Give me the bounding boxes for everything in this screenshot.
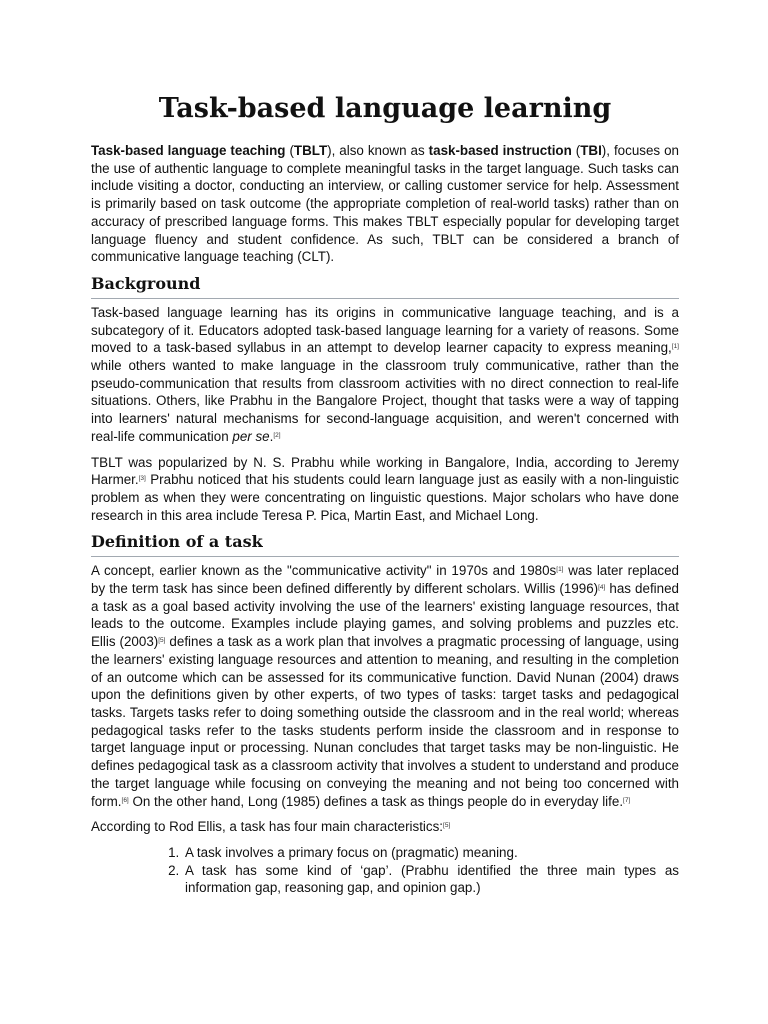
- citation-link[interactable]: [3]: [138, 475, 146, 483]
- citation-link[interactable]: [1]: [671, 343, 679, 351]
- citation-link[interactable]: [7]: [623, 796, 631, 804]
- definition-paragraph-2: According to Rod Ellis, a task has four main characteristics:[5]: [91, 819, 451, 835]
- background-paragraph-2: TBLT was popularized by N. S. Prabhu while working in Bangalore, India, according to Jeremy Harmer.[3] Prabhu noticed that his students could learn language just as easily with a non-linguistic problem as when they were concentrating on linguistic questions. Major scholars who have done research in this area include Teresa P. Pica, Martin East, and Michael Long.: [91, 454, 679, 523]
- article: [91, 78, 679, 897]
- term-tblt-full: Task-based language teaching: [91, 143, 286, 158]
- citation-link[interactable]: [1]: [556, 566, 564, 574]
- citation-link[interactable]: [2]: [273, 431, 281, 439]
- background-paragraph-1: Task-based language learning has its origins in communicative language teaching, and is a subcategory of it. Educators adopted task-based language learning for a variety of reasons. Some moved to a task-based syllabus in an attempt to develop learner capacity to express meaning,[1] while others wanted to make language in the classroom truly communicative, rather than the pseudo-communication that results from classroom activities with no direct connection to real-life situations. Others, like Prabhu in the Bangalore Project, thought that tasks were a way of tapping into learners' natural mechanisms for second-language acquisition, and weren't concerned with real-life communication per se.[2]: [91, 304, 679, 444]
- citation-link[interactable]: [5]: [158, 637, 166, 645]
- list-item: 2. A task has some kind of ‘gap’. (Prabhu identified the three main types as information gap, reasoning gap, and opinion gap.): [183, 862, 679, 897]
- definition-paragraph-1: A concept, earlier known as the "communicative activity" in 1970s and 1980s[1] was later replaced by the term task has since been defined differently by different scholars. Willis (1996)[4] has defined a task as a goal based activity involving the use of the learners' existing language resources, that leads to the outcome. Examples include playing games, and solving problems and puzzles etc. Ellis (2003)[5] defines a task as a work plan that involves a pragmatic processing of language, using the learners' existing language resources and attention to meaning, and resulting in the completion of an outcome which can be assessed for its communicative function. David Nunan (2004) draws upon the definitions given by other experts, of two types of tasks: target tasks and pedagogical tasks. Targets tasks refer to doing something outside the classroom and in the real world; whereas pedagogical tasks refer to the tasks students perform inside the classroom and in response to target language input or processing. Nunan concludes that target tasks may be non-linguistic. He defines pedagogical task as a classroom activity that involves a student to understand and produce the target language while focusing on conveying the meaning and not being too concerned with form.[6] On the other hand, Long (1985) defines a task as things people do in everyday life.[7]: [91, 563, 680, 809]
- characteristics-list: [91, 844, 679, 897]
- section-heading-background: Background: [91, 274, 679, 299]
- term-tbi-full: task-based instruction: [428, 143, 572, 158]
- list-item: 1. A task involves a primary focus on (pragmatic) meaning.: [183, 844, 679, 862]
- section-heading-definition: Definition of a task: [91, 532, 679, 557]
- citation-link[interactable]: [5]: [443, 822, 451, 830]
- page-title: Task-based language learning: [158, 93, 612, 124]
- intro-paragraph: Task-based language teaching (TBLT), also known as task-based instruction (TBI), focuses on the use of authentic language to complete meaningful tasks in the target language. Such tasks can include visiting a doctor, conducting an interview, or calling customer service for help. Assessment is primarily based on task outcome (the appropriate completion of real-world tasks) rather than on accuracy of prescribed language forms. This makes TBLT especially popular for developing target language fluency and student confidence. As such, TBLT can be considered a branch of communicative language teaching (CLT).: [91, 143, 679, 265]
- citation-link[interactable]: [4]: [598, 584, 606, 592]
- term-tblt: TBLT: [293, 143, 328, 158]
- citation-link[interactable]: [6]: [121, 796, 129, 804]
- term-tbi: TBI: [580, 143, 602, 158]
